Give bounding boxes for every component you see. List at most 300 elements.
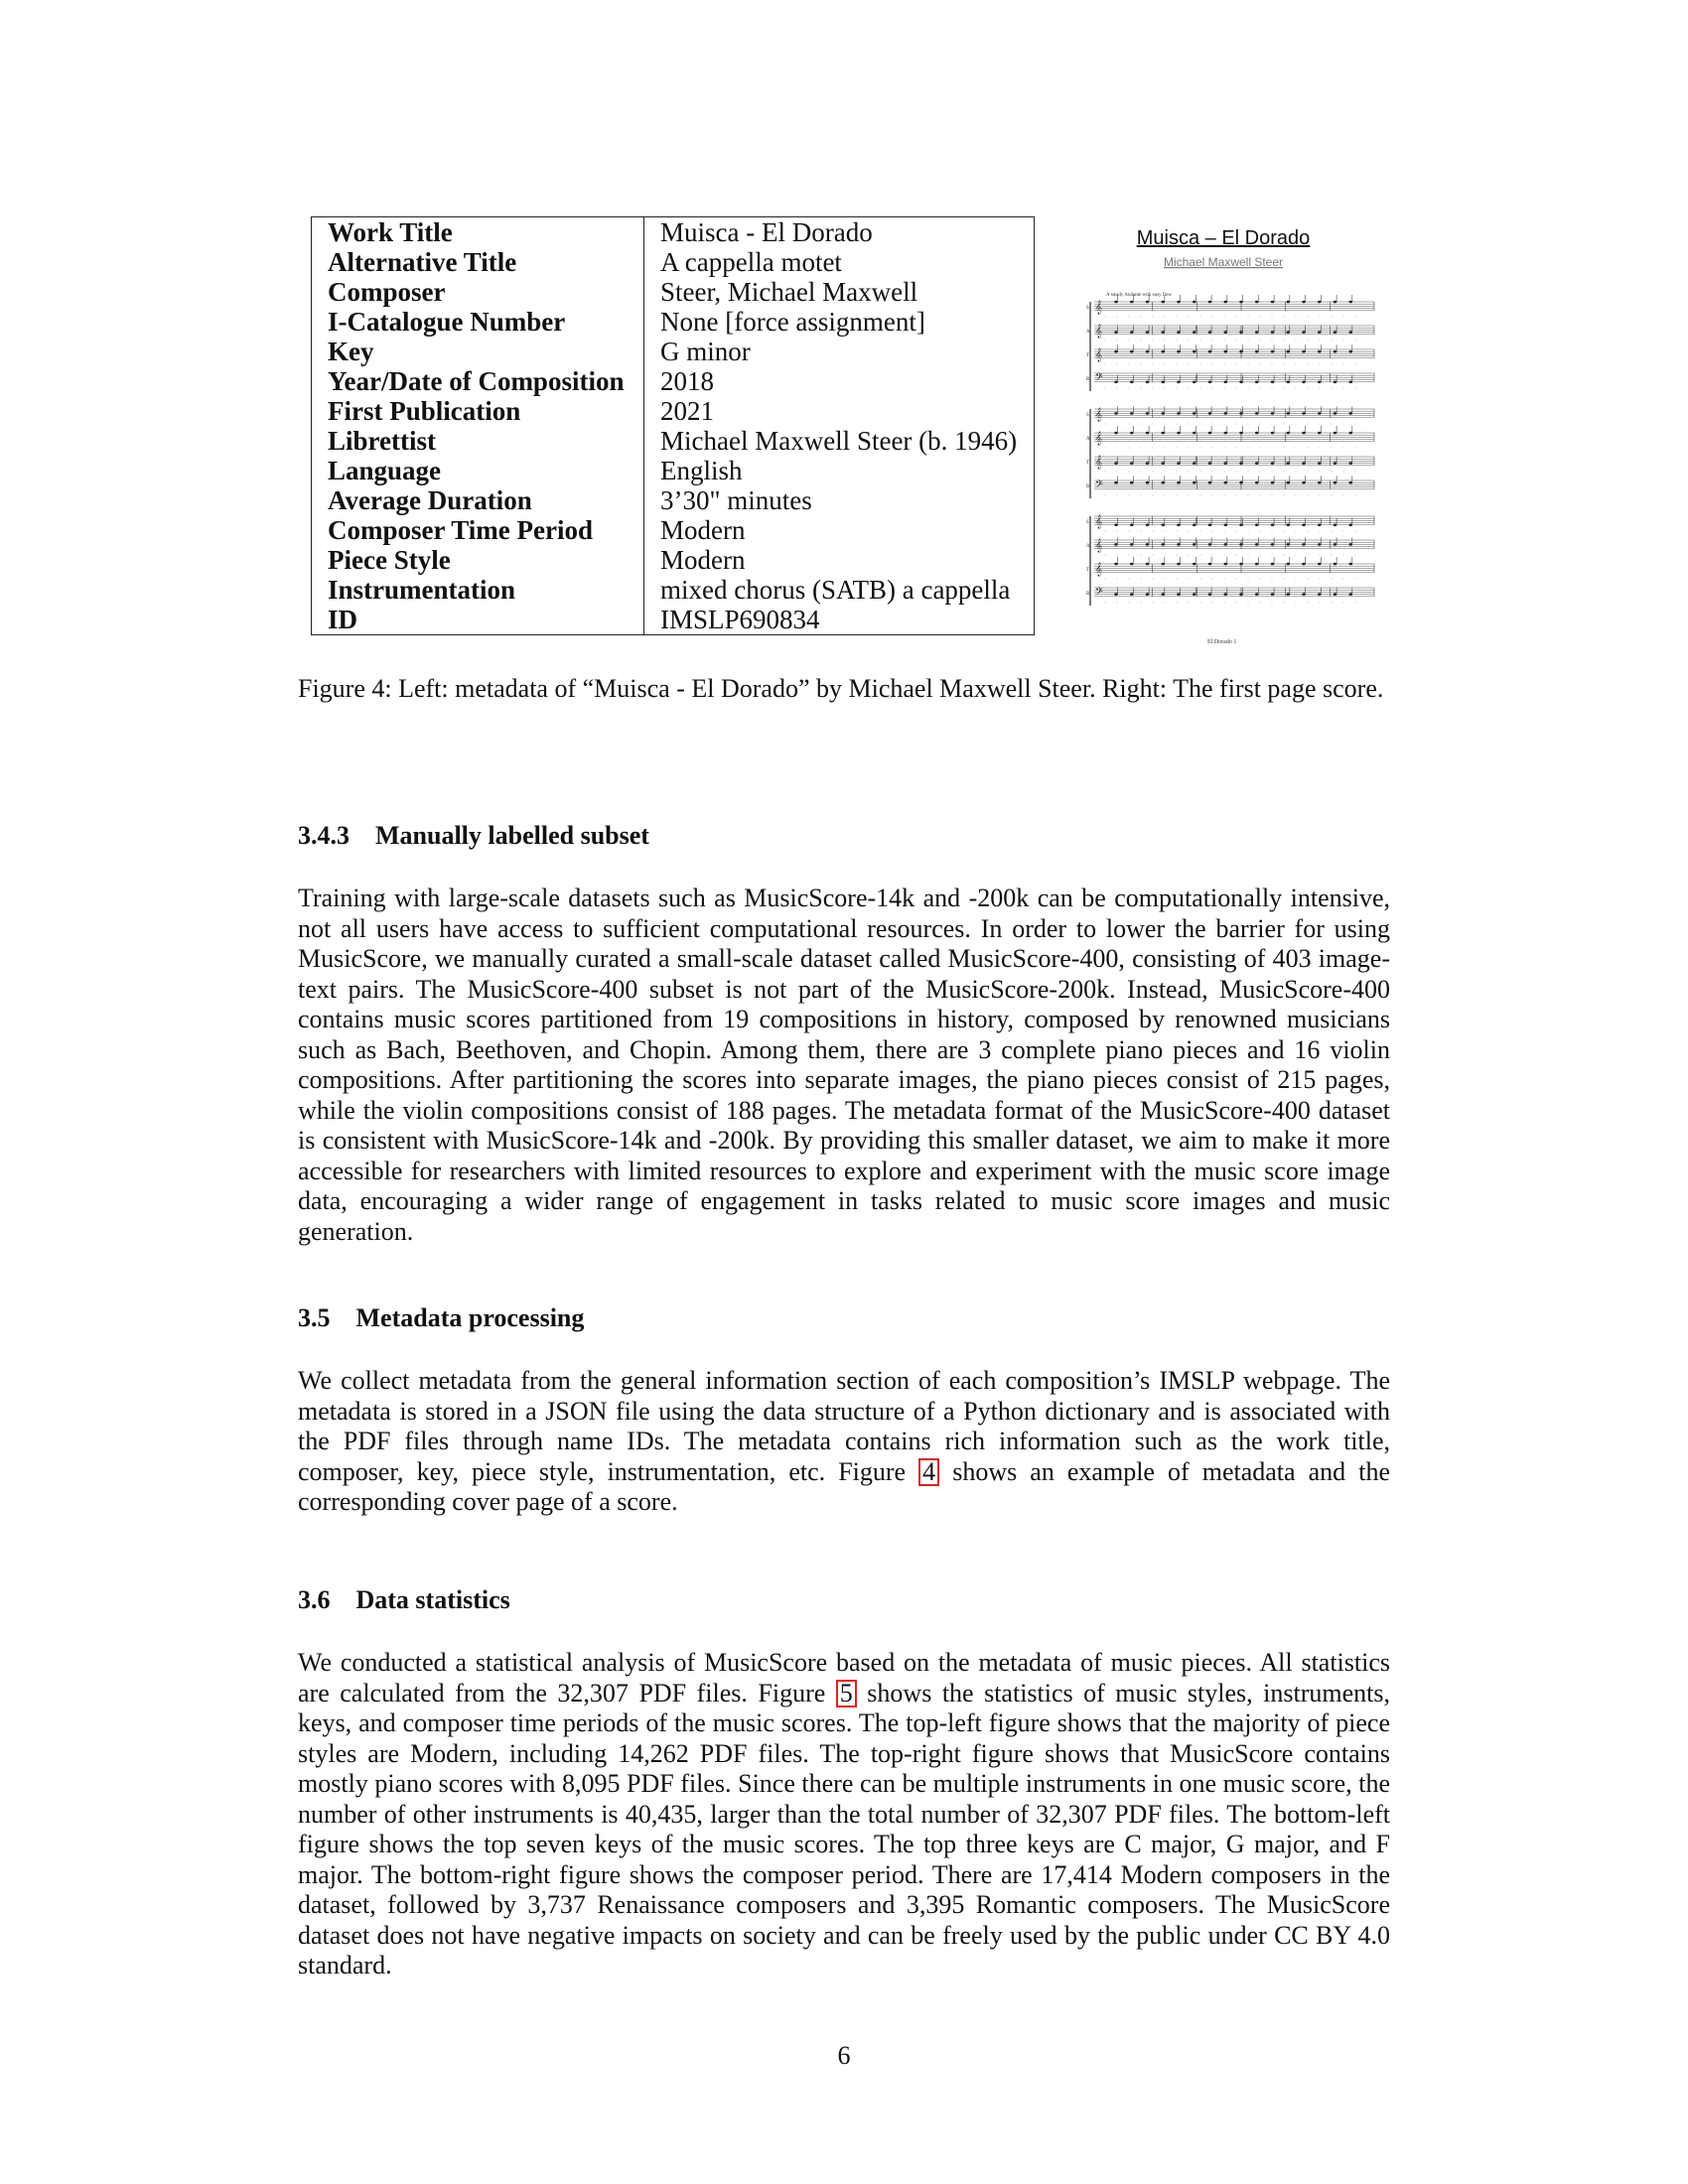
note (1302, 563, 1306, 566)
clef-icon: 𝄞 (1095, 455, 1103, 469)
clef-icon: 𝄞 (1095, 514, 1103, 528)
note (1334, 563, 1337, 566)
note (1114, 432, 1118, 435)
note (1223, 543, 1227, 546)
note (1223, 301, 1227, 304)
voice-label: T (1086, 461, 1090, 466)
note (1271, 331, 1275, 334)
note (1334, 381, 1337, 384)
note (1318, 462, 1322, 465)
note (1208, 381, 1212, 384)
note (1161, 593, 1165, 596)
clef-icon: 𝄞 (1095, 300, 1103, 314)
note (1130, 432, 1134, 435)
section-heading-3-5 (298, 1302, 584, 1333)
note (1177, 462, 1181, 465)
note (1193, 350, 1196, 353)
note (1348, 381, 1352, 384)
metadata-value: G minor (660, 337, 751, 366)
note (1302, 462, 1306, 465)
staff (1086, 537, 1374, 555)
note (1114, 462, 1118, 465)
note (1255, 381, 1259, 384)
note (1318, 481, 1322, 484)
note (1223, 331, 1227, 334)
note (1130, 563, 1134, 566)
metadata-row (312, 605, 1035, 635)
voice-label: B (1086, 484, 1090, 489)
note (1286, 432, 1290, 435)
note (1114, 301, 1118, 304)
note (1302, 301, 1306, 304)
note (1239, 412, 1243, 415)
note (1223, 432, 1227, 435)
note (1255, 481, 1259, 484)
metadata-key: Year/Date of Composition (312, 366, 644, 396)
note (1286, 524, 1290, 527)
clef-icon: 𝄢 (1095, 371, 1103, 385)
metadata-value: Steer, Michael Maxwell (660, 277, 918, 307)
metadata-row (312, 515, 1035, 545)
note (1177, 412, 1181, 415)
note (1114, 593, 1118, 596)
note (1239, 543, 1243, 546)
page-number: 6 (837, 2041, 851, 2070)
score-title: Muisca – El Dorado (1136, 227, 1311, 249)
voice-label: S (1086, 520, 1089, 525)
note (1302, 593, 1306, 596)
note (1318, 432, 1322, 435)
metadata-key: Instrumentation (312, 575, 644, 605)
note (1161, 524, 1165, 527)
note (1208, 301, 1212, 304)
metadata-value: Modern (660, 545, 746, 575)
staff (1086, 344, 1374, 364)
metadata-value: IMSLP690834 (660, 605, 820, 634)
note (1193, 432, 1196, 435)
note (1255, 331, 1259, 334)
note (1114, 543, 1118, 546)
note (1334, 524, 1337, 527)
note (1255, 524, 1259, 527)
clef-icon: 𝄞 (1095, 562, 1103, 576)
section-title: Data statistics (355, 1585, 510, 1614)
note (1302, 350, 1306, 353)
clef-icon: 𝄞 (1095, 324, 1103, 338)
metadata-key: Composer (312, 277, 644, 307)
note (1208, 481, 1212, 484)
metadata-key: I-Catalogue Number (312, 307, 644, 337)
note (1239, 563, 1243, 566)
metadata-key: First Publication (312, 396, 644, 426)
note (1223, 381, 1227, 384)
voice-label: S (1086, 413, 1089, 418)
note (1130, 350, 1134, 353)
score-svg (1058, 199, 1389, 655)
note (1239, 381, 1243, 384)
staff (1086, 295, 1374, 317)
note (1177, 301, 1181, 304)
note (1208, 462, 1212, 465)
note (1348, 563, 1352, 566)
note (1318, 412, 1322, 415)
paragraph-data-statistics (298, 1648, 1390, 1981)
figure-caption: Figure 4: Left: metadata of “Muisca - El Dorado” by Michael Maxwell Steer. Right: The first page score. (298, 674, 1384, 703)
metadata-key: ID (312, 605, 644, 635)
note (1130, 381, 1134, 384)
metadata-key: Librettist (312, 426, 644, 456)
staff-systems (1086, 295, 1374, 606)
note (1302, 331, 1306, 334)
note (1193, 593, 1196, 596)
note (1177, 350, 1181, 353)
note (1177, 432, 1181, 435)
note (1334, 350, 1337, 353)
score-first-page-image (1058, 199, 1389, 655)
section-number: 3.6 (298, 1585, 331, 1614)
note (1255, 301, 1259, 304)
clef-icon: 𝄞 (1095, 347, 1103, 361)
note (1130, 412, 1134, 415)
note (1255, 543, 1259, 546)
metadata-key: Average Duration (312, 485, 644, 515)
note (1177, 481, 1181, 484)
metadata-value: 2021 (660, 396, 714, 426)
note (1348, 543, 1352, 546)
staff (1086, 371, 1374, 388)
metadata-value: A cappella motet (660, 247, 842, 277)
note (1114, 524, 1118, 527)
note (1334, 543, 1337, 546)
voice-label: S (1086, 306, 1089, 311)
metadata-key: Composer Time Period (312, 515, 644, 545)
paragraph-manually-labelled-subset: Training with large-scale datasets such as MusicScore-14k and -200k can be computationally intensive, not all users have access to sufficient computational resources. In order to lower the barrier for using MusicScore, we manually curated a small-scale dataset called MusicScore-400, consisting of 403 image-text pairs. The MusicScore-400 subset is not part of the MusicScore-200k. Instead, MusicScore-400 contains music scores partitioned from 19 compositions in history, composed by renowned musicians such as Bach, Beethoven, and Chopin. Among them, there are 3 complete piano pieces and 16 violin compositions. After partitioning the scores into separate images, the piano pieces consist of 215 pages, while the violin compositions consist of 188 pages. The metadata format of the MusicScore-400 dataset is consistent with MusicScore-14k and -200k. By providing this smaller dataset, we aim to make it more accessible for researchers with limited resources to explore and experiment with the music score image data, encouraging a wider range of engagement in tasks related to music score images and music generation. (298, 884, 1390, 1246)
metadata-key: Work Title (312, 217, 644, 248)
voice-label: T (1086, 568, 1090, 573)
metadata-value: Muisca - El Dorado (660, 217, 873, 247)
metadata-row (312, 277, 1035, 307)
paragraph-text: We conducted a statistical analysis of MusicScore based on the metadata of music pieces. All statistics are calculated from the 32,307 PDF files. Figure (298, 1648, 1390, 1707)
note (1146, 381, 1150, 384)
note (1286, 381, 1290, 384)
note (1334, 301, 1337, 304)
note (1271, 301, 1275, 304)
paragraph-text: We collect metadata from the general information section of each composition’s IMSLP webpage. The metadata is stored in a JSON file using the data structure of a Python dictionary and is associated with the PDF files through name IDs. The metadata contains rich information such as the work title, composer, key, piece style, instrumentation, etc. Figure (298, 1366, 1390, 1486)
note (1255, 593, 1259, 596)
note (1193, 524, 1196, 527)
clef-icon: 𝄞 (1095, 407, 1103, 421)
note (1177, 593, 1181, 596)
note (1208, 432, 1212, 435)
note (1193, 331, 1196, 334)
note (1348, 412, 1352, 415)
figure-4-link[interactable]: 4 (918, 1458, 939, 1486)
note (1208, 331, 1212, 334)
note (1271, 462, 1275, 465)
note (1334, 432, 1337, 435)
note (1161, 331, 1165, 334)
note (1271, 381, 1275, 384)
staff (1086, 455, 1374, 472)
voice-label: A (1086, 437, 1090, 442)
note (1193, 481, 1196, 484)
note (1239, 432, 1243, 435)
note (1271, 543, 1275, 546)
note (1271, 563, 1275, 566)
metadata-value: English (660, 456, 743, 485)
note (1318, 593, 1322, 596)
section-heading-3-4-3 (298, 820, 649, 851)
paragraph-text: shows an example of metadata and the corresponding cover page of a score. (298, 1456, 1390, 1516)
metadata-value: Michael Maxwell Steer (b. 1946) (660, 426, 1018, 456)
note (1302, 481, 1306, 484)
note (1348, 462, 1352, 465)
note (1239, 331, 1243, 334)
voice-label: B (1086, 377, 1090, 382)
note (1334, 593, 1337, 596)
note (1334, 462, 1337, 465)
note (1130, 481, 1134, 484)
note (1130, 331, 1134, 334)
note (1286, 543, 1290, 546)
note (1208, 524, 1212, 527)
note (1286, 462, 1290, 465)
section-heading-3-6 (298, 1584, 510, 1615)
staff-system (1086, 295, 1374, 391)
staff (1086, 324, 1374, 341)
note (1146, 350, 1150, 353)
note (1177, 381, 1181, 384)
note (1255, 563, 1259, 566)
note (1114, 331, 1118, 334)
note (1114, 350, 1118, 353)
staff (1086, 586, 1374, 603)
staff (1086, 557, 1374, 579)
note (1161, 543, 1165, 546)
note (1161, 462, 1165, 465)
note (1271, 593, 1275, 596)
note (1193, 563, 1196, 566)
note (1239, 524, 1243, 527)
note (1348, 301, 1352, 304)
note (1208, 350, 1212, 353)
note (1318, 381, 1322, 384)
metadata-row (312, 247, 1035, 277)
note (1318, 524, 1322, 527)
clef-icon: 𝄞 (1095, 431, 1103, 445)
metadata-row (312, 485, 1035, 515)
note (1161, 481, 1165, 484)
note (1348, 524, 1352, 527)
note (1114, 481, 1118, 484)
note (1223, 462, 1227, 465)
note (1146, 412, 1150, 415)
note (1271, 432, 1275, 435)
note (1318, 331, 1322, 334)
note (1271, 481, 1275, 484)
metadata-key: Piece Style (312, 545, 644, 575)
metadata-key: Key (312, 337, 644, 366)
note (1114, 381, 1118, 384)
note (1239, 481, 1243, 484)
metadata-value: mixed chorus (SATB) a cappella (660, 575, 1011, 605)
note (1302, 432, 1306, 435)
note (1177, 563, 1181, 566)
note (1271, 412, 1275, 415)
note (1318, 543, 1322, 546)
note (1271, 524, 1275, 527)
note (1302, 543, 1306, 546)
metadata-row (312, 337, 1035, 366)
note (1193, 462, 1196, 465)
note (1177, 331, 1181, 334)
note (1146, 543, 1150, 546)
note (1177, 524, 1181, 527)
note (1223, 350, 1227, 353)
note (1223, 593, 1227, 596)
paragraph-metadata-processing (298, 1366, 1390, 1518)
note (1286, 593, 1290, 596)
metadata-row (312, 575, 1035, 605)
metadata-row (312, 366, 1035, 396)
note (1348, 331, 1352, 334)
note (1193, 301, 1196, 304)
section-title: Manually labelled subset (375, 821, 649, 850)
note (1208, 543, 1212, 546)
note (1255, 462, 1259, 465)
clef-icon: 𝄢 (1095, 586, 1103, 600)
note (1161, 563, 1165, 566)
metadata-value: None [force assignment] (660, 307, 925, 337)
note (1208, 412, 1212, 415)
note (1146, 524, 1150, 527)
voice-label: A (1086, 544, 1090, 549)
note (1146, 462, 1150, 465)
note (1146, 481, 1150, 484)
note (1348, 432, 1352, 435)
note (1286, 481, 1290, 484)
score-composer: Michael Maxwell Steer (1163, 255, 1284, 269)
note (1239, 301, 1243, 304)
note (1334, 331, 1337, 334)
metadata-key: Alternative Title (312, 247, 644, 277)
section-number: 3.5 (298, 1303, 331, 1332)
note (1161, 432, 1165, 435)
staff (1086, 406, 1374, 424)
note (1161, 350, 1165, 353)
note (1130, 462, 1134, 465)
note (1318, 301, 1322, 304)
voice-label: T (1086, 353, 1090, 358)
note (1146, 432, 1150, 435)
note (1223, 524, 1227, 527)
staff-system (1086, 406, 1374, 498)
clef-icon: 𝄢 (1095, 478, 1103, 492)
figure-5-link[interactable]: 5 (836, 1680, 857, 1707)
note (1223, 563, 1227, 566)
note (1161, 412, 1165, 415)
metadata-row (312, 426, 1035, 456)
note (1130, 543, 1134, 546)
note (1255, 350, 1259, 353)
metadata-value: 2018 (660, 366, 714, 396)
metadata-row (312, 307, 1035, 337)
note (1239, 462, 1243, 465)
note (1286, 331, 1290, 334)
note (1239, 593, 1243, 596)
note (1208, 593, 1212, 596)
note (1348, 350, 1352, 353)
note (1318, 350, 1322, 353)
note (1286, 412, 1290, 415)
voice-label: A (1086, 330, 1090, 335)
section-number: 3.4.3 (298, 821, 350, 850)
note (1146, 301, 1150, 304)
note (1193, 381, 1196, 384)
note (1302, 412, 1306, 415)
staff-system (1086, 514, 1374, 606)
note (1130, 301, 1134, 304)
metadata-key: Language (312, 456, 644, 485)
note (1146, 593, 1150, 596)
note (1223, 481, 1227, 484)
clef-icon: 𝄞 (1095, 538, 1103, 552)
note (1114, 412, 1118, 415)
metadata-row (312, 456, 1035, 485)
staff (1086, 514, 1374, 531)
note (1193, 543, 1196, 546)
note (1193, 412, 1196, 415)
note (1130, 524, 1134, 527)
note (1302, 381, 1306, 384)
paragraph-text: shows the statistics of music styles, instruments, keys, and composer time periods of the music scores. The top-left figure shows that the majority of piece styles are Modern, including 14,262 PDF files. The top-right figure shows that MusicScore contains mostly piano scores with 8,095 PDF files. Since there can be multiple instruments in one music score, the number of other instruments is 40,435, larger than the total number of 32,307 PDF files. The bottom-left figure shows the top seven keys of the music scores. The top three keys are C major, G major, and F major. The bottom-right figure shows the composer period. There are 17,414 Modern composers in the dataset, followed by 3,737 Renaissance composers and 3,395 Romantic composers. The MusicScore dataset does not have negative impacts on society and can be freely used by the public under CC BY 4.0 standard. (298, 1678, 1390, 1979)
note (1286, 563, 1290, 566)
note (1177, 543, 1181, 546)
note (1208, 563, 1212, 566)
metadata-value: Modern (660, 515, 746, 545)
note (1348, 481, 1352, 484)
note (1286, 350, 1290, 353)
note (1348, 593, 1352, 596)
note (1239, 350, 1243, 353)
metadata-row (312, 545, 1035, 575)
note (1334, 481, 1337, 484)
staff (1086, 426, 1374, 448)
metadata-table-body (312, 217, 1035, 635)
metadata-table (311, 216, 1035, 635)
note (1255, 432, 1259, 435)
note (1286, 301, 1290, 304)
section-title: Metadata processing (355, 1303, 585, 1332)
note (1161, 301, 1165, 304)
note (1161, 381, 1165, 384)
note (1114, 563, 1118, 566)
note (1271, 350, 1275, 353)
note (1318, 563, 1322, 566)
note (1255, 412, 1259, 415)
metadata-row (312, 217, 1035, 248)
note (1302, 524, 1306, 527)
note (1146, 563, 1150, 566)
staff (1086, 476, 1374, 495)
note (1334, 412, 1337, 415)
metadata-value: 3’30" minutes (660, 485, 812, 515)
note (1130, 593, 1134, 596)
voice-label: B (1086, 592, 1090, 597)
note (1223, 412, 1227, 415)
note (1146, 331, 1150, 334)
score-tempo: A steady Andante with easy flow (1106, 293, 1172, 298)
